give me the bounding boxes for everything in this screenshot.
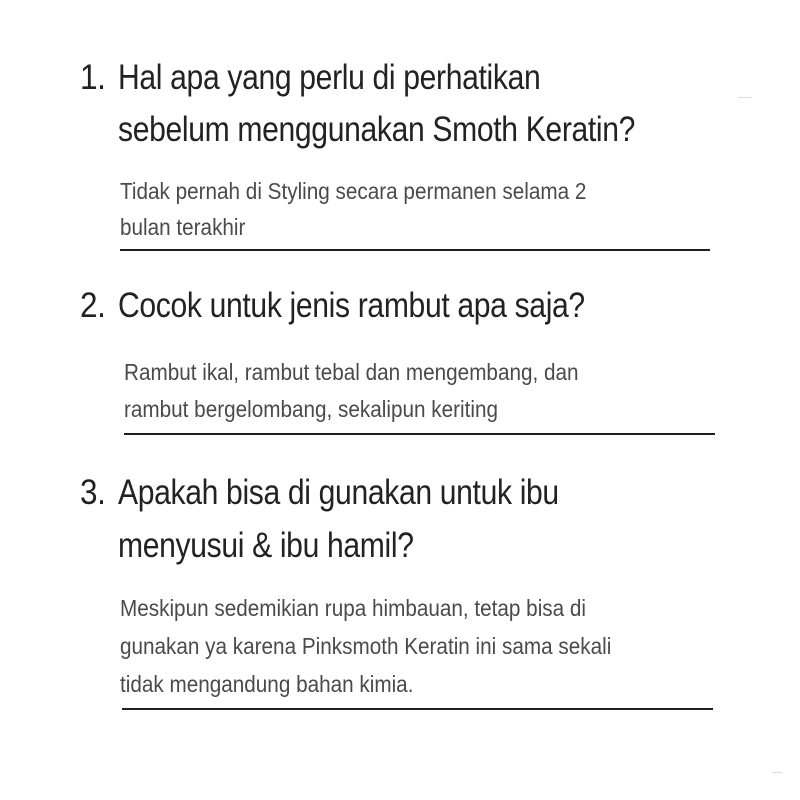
- question-text: Hal apa yang perlu di perhatikan: [118, 58, 541, 97]
- answer-text: Tidak pernah di Styling secara permanen selama 2: [120, 178, 587, 204]
- answer-text: gunakan ya karena Pinksmoth Keratin ini sama sekali: [120, 633, 612, 659]
- question-number: 1.: [80, 58, 106, 97]
- answer-text: Rambut ikal, rambut tebal dan mengembang, dan: [124, 359, 579, 385]
- answer-text: tidak mengandung bahan kimia.: [120, 671, 414, 697]
- question-text: Apakah bisa di gunakan untuk ibu: [118, 473, 559, 512]
- question-text: Cocok untuk jenis rambut apa saja?: [118, 286, 585, 325]
- question-number: 3.: [80, 473, 106, 512]
- answer-text: Meskipun sedemikian rupa himbauan, tetap bisa di: [120, 595, 587, 621]
- answer-text: rambut bergelombang, sekalipun keriting: [124, 396, 498, 422]
- question-text: sebelum menggunakan Smoth Keratin?: [118, 110, 636, 149]
- edge-mark: [738, 97, 752, 98]
- question-text: menyusui & ibu hamil?: [118, 526, 414, 565]
- divider: [124, 433, 715, 435]
- question-number: 2.: [80, 286, 106, 325]
- edge-mark: [772, 772, 782, 773]
- answer-text: bulan terakhir: [120, 214, 246, 240]
- divider: [120, 249, 710, 251]
- divider: [122, 708, 713, 710]
